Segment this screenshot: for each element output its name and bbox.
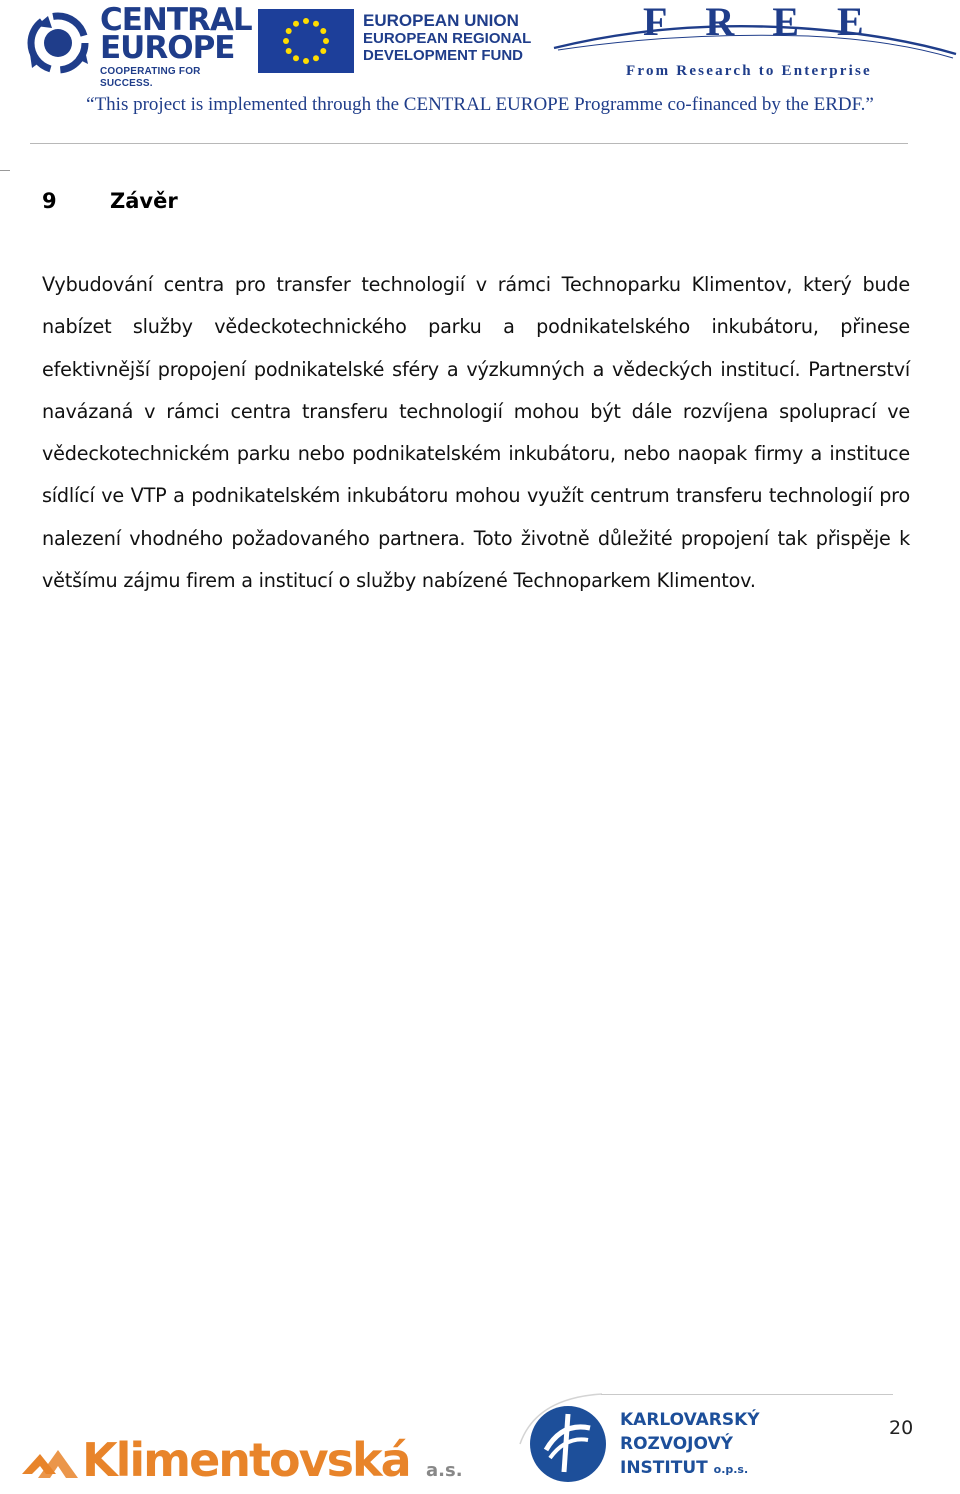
eu-line3: DEVELOPMENT FUND	[363, 47, 524, 64]
klimentovska-suffix: a.s.	[426, 1460, 463, 1481]
kri-text-block	[620, 1408, 760, 1482]
central-europe-line1: CENTRAL	[100, 2, 252, 38]
section-title: Závěr	[110, 189, 178, 213]
kri-emblem-icon	[516, 1392, 616, 1492]
kri-logo	[516, 1392, 896, 1492]
kri-line3-wrap	[620, 1456, 760, 1482]
free-title: FREE	[643, 0, 902, 44]
kri-line2: ROZVOJOVÝ	[620, 1434, 733, 1454]
page-number: 20	[889, 1417, 914, 1439]
central-europe-tagline: COOPERATING FOR SUCCESS.	[100, 66, 201, 89]
kri-suffix: o.p.s.	[713, 1463, 749, 1476]
central-europe-logo	[18, 2, 252, 89]
kri-line1: KARLOVARSKÝ	[620, 1410, 760, 1430]
header-divider	[30, 143, 908, 144]
section-number: 9	[42, 189, 57, 213]
globe-icon	[18, 6, 98, 78]
klimentovska-logo	[18, 1428, 478, 1488]
kri-line3: INSTITUT	[620, 1458, 708, 1478]
eu-flag-icon	[258, 9, 354, 73]
free-subtitle: From Research to Enterprise	[626, 63, 872, 79]
header-mark	[0, 170, 10, 171]
eu-text-block	[363, 12, 531, 64]
programme-note: “This project is implemented through the CENTRAL EUROPE Programme co-financed by the ERDF.”	[86, 94, 874, 115]
klimentovska-name: Klimentovská	[82, 1433, 410, 1487]
kri-rule	[601, 1394, 893, 1395]
central-europe-line2: EUROPE	[100, 30, 235, 66]
free-logo	[548, 0, 960, 88]
body-paragraph: Vybudování centra pro transfer technologií v rámci Technoparku Klimentov, který bude nabízet služby vědeckotechnického parku a podnikatelského inkubátoru, přinese efektivnější propojení podnikatelské sféry a výzkumných a vědeckých institucí. Partnerství navázaná v rámci centra transferu technologií mohou být dále rozvíjena spoluprací ve vědeckotechnickém parku nebo podnikatelském inkubátoru, nebo naopak firmy a instituce sídlící ve VTP a podnikatelském inkubátoru mohou využít centrum transferu technologií pro nalezení vhodného požadovaného partnera. Toto životně důležité propojení tak přispěje k většímu zájmu firem a institucí o služby nabízené Technoparkem Klimentov.	[42, 273, 910, 593]
klimentovska-mark-icon	[18, 1428, 478, 1488]
section-heading	[42, 186, 178, 216]
eu-line2: EUROPEAN REGIONAL	[363, 30, 532, 47]
eu-line1: EUROPEAN UNION	[363, 11, 519, 30]
